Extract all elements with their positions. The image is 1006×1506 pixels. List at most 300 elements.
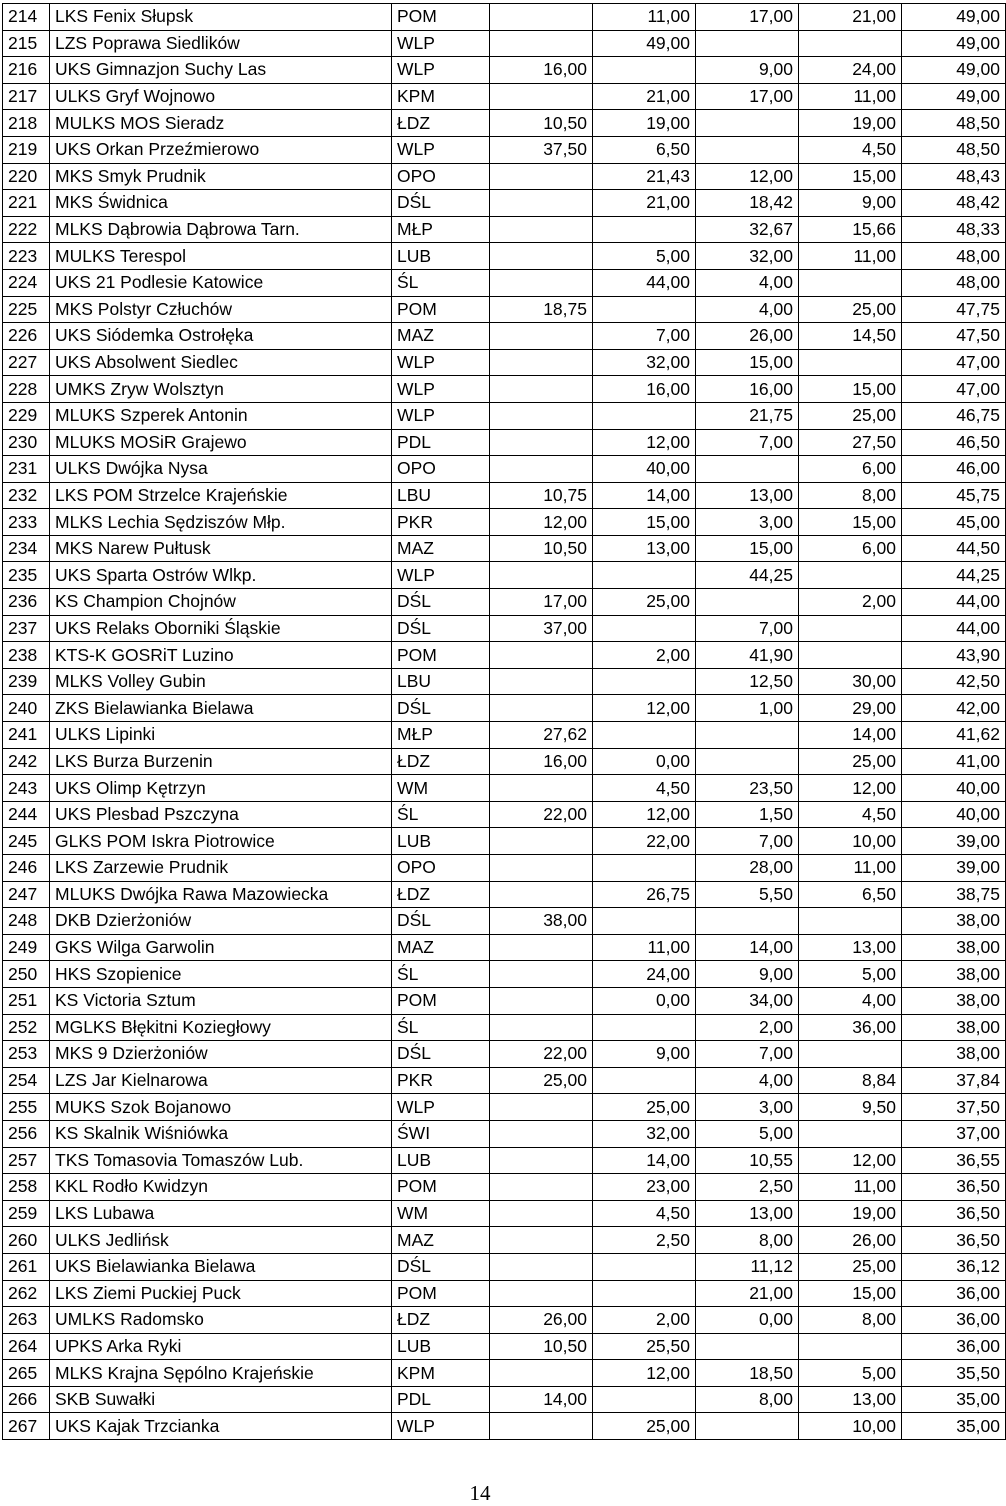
score-3-cell: 44,25	[696, 562, 799, 589]
total-score-cell: 48,33	[902, 216, 1006, 243]
region-cell: PDL	[392, 1386, 490, 1413]
score-2-cell: 9,00	[593, 1041, 696, 1068]
total-score-cell: 49,00	[902, 57, 1006, 84]
score-4-cell: 36,00	[799, 1014, 902, 1041]
score-3-cell: 4,00	[696, 296, 799, 323]
table-row	[3, 1067, 1006, 1094]
table-row	[3, 1413, 1006, 1440]
total-score-cell: 35,50	[902, 1360, 1006, 1387]
region-cell: WM	[392, 775, 490, 802]
region-cell: POM	[392, 1280, 490, 1307]
score-2-cell	[593, 855, 696, 882]
score-3-cell: 2,00	[696, 1014, 799, 1041]
rank-cell: 246	[3, 855, 50, 882]
total-score-cell: 36,50	[902, 1200, 1006, 1227]
score-2-cell: 25,00	[593, 1413, 696, 1440]
rank-cell: 224	[3, 269, 50, 296]
total-score-cell: 47,00	[902, 376, 1006, 403]
club-name-cell: MLKS Dąbrowia Dąbrowa Tarn.	[50, 216, 392, 243]
region-cell: LBU	[392, 668, 490, 695]
region-cell: LUB	[392, 1333, 490, 1360]
total-score-cell: 46,00	[902, 456, 1006, 483]
score-2-cell: 0,00	[593, 748, 696, 775]
score-4-cell: 8,00	[799, 1307, 902, 1334]
score-4-cell: 11,00	[799, 1174, 902, 1201]
club-name-cell: DKB Dzierżoniów	[50, 908, 392, 935]
rank-cell: 266	[3, 1386, 50, 1413]
score-2-cell: 32,00	[593, 349, 696, 376]
total-score-cell: 46,75	[902, 402, 1006, 429]
table-row	[3, 1360, 1006, 1387]
score-4-cell: 5,00	[799, 1360, 902, 1387]
rank-cell: 255	[3, 1094, 50, 1121]
score-1-cell: 18,75	[490, 296, 593, 323]
score-1-cell	[490, 1253, 593, 1280]
table-row	[3, 1120, 1006, 1147]
score-2-cell: 0,00	[593, 987, 696, 1014]
total-score-cell: 43,90	[902, 642, 1006, 669]
club-name-cell: MKS Smyk Prudnik	[50, 163, 392, 190]
score-1-cell: 17,00	[490, 589, 593, 616]
rank-cell: 237	[3, 615, 50, 642]
score-4-cell: 26,00	[799, 1227, 902, 1254]
score-1-cell: 10,50	[490, 535, 593, 562]
total-score-cell: 36,00	[902, 1280, 1006, 1307]
region-cell: DŚL	[392, 1253, 490, 1280]
club-name-cell: LKS Lubawa	[50, 1200, 392, 1227]
table-row	[3, 1174, 1006, 1201]
score-3-cell: 28,00	[696, 855, 799, 882]
table-row	[3, 589, 1006, 616]
total-score-cell: 36,00	[902, 1307, 1006, 1334]
club-name-cell: MKS Narew Pułtusk	[50, 535, 392, 562]
table-row	[3, 642, 1006, 669]
score-1-cell	[490, 1360, 593, 1387]
score-3-cell	[696, 722, 799, 749]
club-name-cell: MUKS Szok Bojanowo	[50, 1094, 392, 1121]
rank-cell: 232	[3, 482, 50, 509]
rank-cell: 254	[3, 1067, 50, 1094]
region-cell: MAZ	[392, 535, 490, 562]
score-3-cell: 8,00	[696, 1386, 799, 1413]
score-2-cell: 2,00	[593, 642, 696, 669]
score-3-cell: 26,00	[696, 323, 799, 350]
table-row	[3, 456, 1006, 483]
score-1-cell	[490, 323, 593, 350]
score-2-cell: 16,00	[593, 376, 696, 403]
club-name-cell: UKS Gimnazjon Suchy Las	[50, 57, 392, 84]
score-4-cell: 6,00	[799, 535, 902, 562]
total-score-cell: 47,50	[902, 323, 1006, 350]
rank-cell: 238	[3, 642, 50, 669]
score-4-cell: 13,00	[799, 934, 902, 961]
score-3-cell	[696, 1413, 799, 1440]
score-1-cell	[490, 961, 593, 988]
score-1-cell: 10,50	[490, 110, 593, 137]
rank-cell: 217	[3, 83, 50, 110]
club-name-cell: MGLKS Błękitni Koziegłowy	[50, 1014, 392, 1041]
score-3-cell: 32,00	[696, 243, 799, 270]
score-4-cell: 15,66	[799, 216, 902, 243]
score-1-cell	[490, 668, 593, 695]
total-score-cell: 48,42	[902, 190, 1006, 217]
region-cell: LUB	[392, 243, 490, 270]
score-2-cell: 14,00	[593, 1147, 696, 1174]
total-score-cell: 35,00	[902, 1413, 1006, 1440]
score-4-cell: 9,50	[799, 1094, 902, 1121]
total-score-cell: 40,00	[902, 775, 1006, 802]
score-2-cell: 25,50	[593, 1333, 696, 1360]
score-2-cell: 13,00	[593, 535, 696, 562]
rank-cell: 247	[3, 881, 50, 908]
table-row	[3, 855, 1006, 882]
score-2-cell	[593, 1280, 696, 1307]
club-name-cell: UKS Orkan Przeźmierowo	[50, 136, 392, 163]
score-1-cell	[490, 376, 593, 403]
club-name-cell: LZS Poprawa Siedlików	[50, 30, 392, 57]
rank-cell: 245	[3, 828, 50, 855]
score-1-cell: 37,50	[490, 136, 593, 163]
region-cell: WLP	[392, 376, 490, 403]
score-1-cell	[490, 429, 593, 456]
score-4-cell: 27,50	[799, 429, 902, 456]
score-2-cell: 4,50	[593, 775, 696, 802]
score-1-cell: 14,00	[490, 1386, 593, 1413]
rank-cell: 233	[3, 509, 50, 536]
region-cell: PKR	[392, 1067, 490, 1094]
score-1-cell	[490, 30, 593, 57]
score-3-cell: 18,50	[696, 1360, 799, 1387]
score-4-cell: 24,00	[799, 57, 902, 84]
region-cell: ŚWI	[392, 1120, 490, 1147]
score-4-cell: 30,00	[799, 668, 902, 695]
region-cell: MAZ	[392, 1227, 490, 1254]
page-number: 14	[469, 1481, 491, 1505]
score-3-cell: 5,50	[696, 881, 799, 908]
rank-cell: 258	[3, 1174, 50, 1201]
region-cell: PKR	[392, 509, 490, 536]
club-name-cell: MULKS Terespol	[50, 243, 392, 270]
rank-cell: 263	[3, 1307, 50, 1334]
total-score-cell: 37,84	[902, 1067, 1006, 1094]
club-name-cell: MLKS Lechia Sędziszów Młp.	[50, 509, 392, 536]
score-3-cell	[696, 30, 799, 57]
total-score-cell: 44,00	[902, 615, 1006, 642]
club-name-cell: MKS Świdnica	[50, 190, 392, 217]
table-row	[3, 269, 1006, 296]
total-score-cell: 44,50	[902, 535, 1006, 562]
total-score-cell: 36,12	[902, 1253, 1006, 1280]
total-score-cell: 35,00	[902, 1386, 1006, 1413]
club-name-cell: MKS 9 Dzierżoniów	[50, 1041, 392, 1068]
club-name-cell: UKS Plesbad Pszczyna	[50, 801, 392, 828]
total-score-cell: 48,00	[902, 243, 1006, 270]
table-row	[3, 243, 1006, 270]
table-row	[3, 190, 1006, 217]
rank-cell: 257	[3, 1147, 50, 1174]
score-4-cell	[799, 642, 902, 669]
region-cell: WM	[392, 1200, 490, 1227]
table-row	[3, 908, 1006, 935]
score-2-cell: 7,00	[593, 323, 696, 350]
score-1-cell	[490, 163, 593, 190]
table-row	[3, 376, 1006, 403]
rank-cell: 249	[3, 934, 50, 961]
score-2-cell: 14,00	[593, 482, 696, 509]
score-2-cell: 25,00	[593, 589, 696, 616]
region-cell: ŁDZ	[392, 748, 490, 775]
club-name-cell: UKS Olimp Kętrzyn	[50, 775, 392, 802]
score-4-cell	[799, 1120, 902, 1147]
table-row	[3, 535, 1006, 562]
score-4-cell: 4,50	[799, 136, 902, 163]
total-score-cell: 49,00	[902, 4, 1006, 31]
score-4-cell: 29,00	[799, 695, 902, 722]
region-cell: DŚL	[392, 695, 490, 722]
score-1-cell	[490, 695, 593, 722]
club-name-cell: MULKS MOS Sieradz	[50, 110, 392, 137]
club-name-cell: MLUKS Szperek Antonin	[50, 402, 392, 429]
rank-cell: 216	[3, 57, 50, 84]
score-2-cell: 21,00	[593, 190, 696, 217]
score-2-cell	[593, 216, 696, 243]
score-3-cell	[696, 456, 799, 483]
club-name-cell: ULKS Lipinki	[50, 722, 392, 749]
region-cell: DŚL	[392, 589, 490, 616]
table-row	[3, 1147, 1006, 1174]
club-name-cell: UMLKS Radomsko	[50, 1307, 392, 1334]
region-cell: DŚL	[392, 190, 490, 217]
score-4-cell: 15,00	[799, 509, 902, 536]
score-1-cell	[490, 1147, 593, 1174]
score-3-cell: 21,75	[696, 402, 799, 429]
rank-cell: 223	[3, 243, 50, 270]
club-name-cell: ULKS Jedlińsk	[50, 1227, 392, 1254]
club-name-cell: KS Skalnik Wiśniówka	[50, 1120, 392, 1147]
total-score-cell: 38,75	[902, 881, 1006, 908]
score-3-cell: 12,50	[696, 668, 799, 695]
rank-cell: 235	[3, 562, 50, 589]
club-name-cell: TKS Tomasovia Tomaszów Lub.	[50, 1147, 392, 1174]
score-3-cell: 1,50	[696, 801, 799, 828]
score-1-cell	[490, 190, 593, 217]
rank-cell: 215	[3, 30, 50, 57]
score-3-cell: 21,00	[696, 1280, 799, 1307]
score-3-cell: 13,00	[696, 1200, 799, 1227]
rank-cell: 229	[3, 402, 50, 429]
table-row	[3, 296, 1006, 323]
club-name-cell: MLKS Krajna Sępólno Krajeńskie	[50, 1360, 392, 1387]
table-row	[3, 110, 1006, 137]
rank-cell: 220	[3, 163, 50, 190]
score-2-cell: 11,00	[593, 4, 696, 31]
score-1-cell	[490, 1227, 593, 1254]
total-score-cell: 39,00	[902, 855, 1006, 882]
region-cell: WLP	[392, 349, 490, 376]
club-name-cell: KS Victoria Sztum	[50, 987, 392, 1014]
rank-cell: 259	[3, 1200, 50, 1227]
score-1-cell	[490, 881, 593, 908]
club-name-cell: MLUKS MOSiR Grajewo	[50, 429, 392, 456]
score-2-cell: 4,50	[593, 1200, 696, 1227]
region-cell: ŁDZ	[392, 881, 490, 908]
score-4-cell: 25,00	[799, 296, 902, 323]
score-3-cell: 12,00	[696, 163, 799, 190]
score-4-cell	[799, 1333, 902, 1360]
table-row	[3, 216, 1006, 243]
score-1-cell	[490, 83, 593, 110]
score-1-cell	[490, 642, 593, 669]
ranking-table	[2, 3, 1006, 1440]
region-cell: ŚL	[392, 1014, 490, 1041]
region-cell: MŁP	[392, 722, 490, 749]
score-3-cell: 14,00	[696, 934, 799, 961]
score-1-cell: 38,00	[490, 908, 593, 935]
total-score-cell: 49,00	[902, 30, 1006, 57]
score-3-cell: 17,00	[696, 4, 799, 31]
score-4-cell: 9,00	[799, 190, 902, 217]
score-2-cell	[593, 615, 696, 642]
region-cell: OPO	[392, 855, 490, 882]
club-name-cell: LKS Burza Burzenin	[50, 748, 392, 775]
club-name-cell: LKS Zarzewie Prudnik	[50, 855, 392, 882]
table-row	[3, 402, 1006, 429]
table-row	[3, 1041, 1006, 1068]
score-4-cell: 4,50	[799, 801, 902, 828]
region-cell: ŁDZ	[392, 110, 490, 137]
score-1-cell	[490, 349, 593, 376]
score-3-cell	[696, 110, 799, 137]
score-1-cell	[490, 243, 593, 270]
score-3-cell: 4,00	[696, 1067, 799, 1094]
score-2-cell: 19,00	[593, 110, 696, 137]
club-name-cell: LKS Fenix Słupsk	[50, 4, 392, 31]
score-3-cell: 41,90	[696, 642, 799, 669]
score-4-cell: 5,00	[799, 961, 902, 988]
score-3-cell: 32,67	[696, 216, 799, 243]
rank-cell: 218	[3, 110, 50, 137]
score-4-cell: 10,00	[799, 828, 902, 855]
region-cell: MAZ	[392, 934, 490, 961]
total-score-cell: 44,00	[902, 589, 1006, 616]
score-4-cell: 11,00	[799, 855, 902, 882]
club-name-cell: GLKS POM Iskra Piotrowice	[50, 828, 392, 855]
score-4-cell	[799, 908, 902, 935]
rank-cell: 242	[3, 748, 50, 775]
rank-cell: 267	[3, 1413, 50, 1440]
score-4-cell: 12,00	[799, 1147, 902, 1174]
score-1-cell	[490, 934, 593, 961]
rank-cell: 256	[3, 1120, 50, 1147]
score-3-cell: 15,00	[696, 535, 799, 562]
score-4-cell	[799, 615, 902, 642]
score-2-cell: 12,00	[593, 429, 696, 456]
score-1-cell: 22,00	[490, 801, 593, 828]
region-cell: MAZ	[392, 323, 490, 350]
total-score-cell: 48,00	[902, 269, 1006, 296]
score-2-cell	[593, 1386, 696, 1413]
score-4-cell: 21,00	[799, 4, 902, 31]
score-2-cell: 12,00	[593, 801, 696, 828]
total-score-cell: 38,00	[902, 961, 1006, 988]
club-name-cell: KKL Rodło Kwidzyn	[50, 1174, 392, 1201]
region-cell: LUB	[392, 828, 490, 855]
score-3-cell: 5,00	[696, 1120, 799, 1147]
table-row	[3, 4, 1006, 31]
rank-cell: 219	[3, 136, 50, 163]
score-1-cell	[490, 1094, 593, 1121]
score-4-cell	[799, 1041, 902, 1068]
rank-cell: 265	[3, 1360, 50, 1387]
score-2-cell	[593, 296, 696, 323]
score-2-cell: 23,00	[593, 1174, 696, 1201]
score-3-cell: 18,42	[696, 190, 799, 217]
region-cell: DŚL	[392, 615, 490, 642]
club-name-cell: ULKS Dwójka Nysa	[50, 456, 392, 483]
region-cell: POM	[392, 642, 490, 669]
club-name-cell: SKB Suwałki	[50, 1386, 392, 1413]
score-2-cell: 12,00	[593, 1360, 696, 1387]
score-1-cell: 16,00	[490, 57, 593, 84]
score-4-cell	[799, 562, 902, 589]
club-name-cell: UKS Relaks Oborniki Śląskie	[50, 615, 392, 642]
region-cell: ŚL	[392, 801, 490, 828]
score-2-cell: 25,00	[593, 1094, 696, 1121]
region-cell: KPM	[392, 1360, 490, 1387]
score-3-cell: 7,00	[696, 828, 799, 855]
score-3-cell: 13,00	[696, 482, 799, 509]
table-row	[3, 57, 1006, 84]
score-3-cell: 7,00	[696, 615, 799, 642]
table-row	[3, 1200, 1006, 1227]
total-score-cell: 38,00	[902, 934, 1006, 961]
rank-cell: 248	[3, 908, 50, 935]
score-4-cell: 15,00	[799, 1280, 902, 1307]
score-2-cell: 26,75	[593, 881, 696, 908]
rank-cell: 239	[3, 668, 50, 695]
score-4-cell: 2,00	[799, 589, 902, 616]
table-row	[3, 482, 1006, 509]
rank-cell: 250	[3, 961, 50, 988]
total-score-cell: 38,00	[902, 987, 1006, 1014]
score-3-cell: 9,00	[696, 57, 799, 84]
table-row	[3, 429, 1006, 456]
score-1-cell: 10,50	[490, 1333, 593, 1360]
score-4-cell: 25,00	[799, 748, 902, 775]
score-1-cell	[490, 987, 593, 1014]
score-2-cell	[593, 668, 696, 695]
rank-cell: 243	[3, 775, 50, 802]
score-1-cell	[490, 1174, 593, 1201]
score-2-cell: 21,43	[593, 163, 696, 190]
score-1-cell: 16,00	[490, 748, 593, 775]
score-1-cell	[490, 1280, 593, 1307]
region-cell: ŁDZ	[392, 1307, 490, 1334]
total-score-cell: 42,00	[902, 695, 1006, 722]
score-1-cell	[490, 562, 593, 589]
table-row	[3, 1094, 1006, 1121]
table-row	[3, 775, 1006, 802]
total-score-cell: 36,50	[902, 1227, 1006, 1254]
club-name-cell: ULKS Gryf Wojnowo	[50, 83, 392, 110]
table-row	[3, 323, 1006, 350]
score-4-cell: 15,00	[799, 163, 902, 190]
score-2-cell	[593, 1067, 696, 1094]
club-name-cell: GKS Wilga Garwolin	[50, 934, 392, 961]
region-cell: WLP	[392, 30, 490, 57]
rank-cell: 264	[3, 1333, 50, 1360]
region-cell: LBU	[392, 482, 490, 509]
